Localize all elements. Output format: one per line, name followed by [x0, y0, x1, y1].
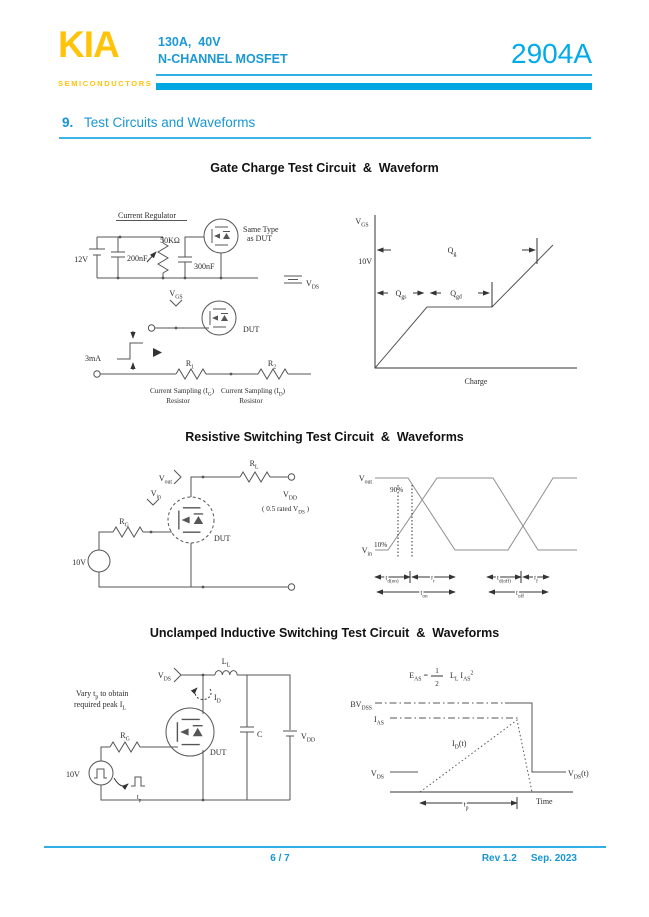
label-t-off: $t_{off}$	[516, 589, 524, 600]
revision-info	[482, 853, 577, 864]
fig1-title: Gate Charge Test Circuit & Waveform	[210, 161, 439, 175]
label-wf2-vin: $V_{in}$	[361, 546, 372, 558]
label-12v: 12V	[74, 255, 88, 264]
label-vgs: $V_{GS}$	[169, 289, 183, 301]
label-sampling-id-2: Resistor	[239, 397, 263, 405]
label-tr: $t_r$	[431, 574, 435, 585]
section-title: Test Circuits and Waveforms	[84, 115, 256, 130]
label-dut2: DUT	[214, 534, 231, 543]
label-10pct: 10%	[374, 541, 388, 549]
gate-charge-circuit	[74, 211, 319, 405]
label-tf: $t_f$	[534, 574, 538, 585]
device-spec	[158, 34, 288, 68]
label-eas-formula-rhs: $L_L$ $I_{AS}^2$	[450, 670, 474, 683]
label-note1: Vary $t_p$ to obtain	[76, 689, 129, 701]
label-90pct: 90%	[390, 486, 404, 494]
label-sampling-ig: Current Sampling $(I_G)$	[149, 387, 215, 398]
label-wf1-vgs: $V_{GS}$	[355, 217, 369, 229]
section-number: 9.	[62, 115, 74, 130]
label-vout: $V_{out}$	[158, 474, 172, 486]
label-tp-pulse: $t_p$	[136, 793, 142, 804]
label-vdd: $V_{DD}$	[283, 490, 298, 502]
kia-logo-subtext: SEMICONDUCTORS	[58, 79, 153, 88]
part-number: 2904A	[511, 38, 592, 69]
label-tp-dim: $t_p$	[463, 800, 469, 812]
label-rl: $R_L$	[249, 459, 259, 471]
label-c: C	[257, 730, 263, 739]
label-vds-3: $V_{DS}$	[157, 671, 171, 683]
revision-label: Rev 1.2	[481, 853, 517, 864]
label-same-type-2: as DUT	[247, 234, 273, 243]
label-current-regulator: Current Regulator	[118, 211, 176, 220]
revision-date: Sep. 2023	[530, 853, 577, 864]
kia-logo: KIA	[58, 24, 119, 65]
label-vdd-3: $V_{DD}$	[301, 732, 316, 744]
label-dut3: DUT	[210, 748, 227, 757]
label-r1: $R_1$	[185, 359, 195, 371]
resistive-switching-circuit	[72, 459, 309, 590]
label-charge-axis: Charge	[464, 377, 488, 386]
section-underline	[59, 137, 591, 139]
spec-line2: N-CHANNEL MOSFET	[158, 51, 288, 66]
fig3-title: Unclamped Inductive Switching Test Circuit & Waveforms	[149, 626, 500, 640]
uis-waveform	[350, 667, 589, 812]
label-sampling-id: Current Sampling $(I_D)$	[220, 387, 286, 398]
label-t-on: $t_{on}$	[420, 589, 428, 600]
label-qg: $Q_g$	[447, 246, 457, 258]
label-time-axis: Time	[536, 797, 553, 806]
label-qgd: $Q_{gd}$	[450, 289, 462, 301]
uis-circuit	[66, 657, 315, 804]
label-same-type-1: Same Type	[243, 225, 279, 234]
label-ias: $I_{AS}$	[373, 715, 384, 727]
resistive-switching-figure	[0, 450, 649, 620]
header-rule-thin	[156, 74, 592, 76]
footer-rule	[44, 846, 606, 848]
label-note2: required peak $I_L$	[74, 700, 126, 712]
label-frac-den: 2	[435, 680, 439, 688]
label-rg-3: $R_G$	[120, 731, 130, 743]
label-200nf: 200nF	[127, 254, 148, 263]
uis-figure	[0, 648, 649, 823]
label-ll: $L_L$	[221, 657, 231, 669]
label-10v-3: 10V	[66, 770, 80, 779]
label-10v: 10V	[358, 257, 372, 266]
label-id: $I_D$	[214, 693, 221, 705]
label-td-off: $t_{d(off)}$	[497, 574, 511, 585]
label-vds-t: $V_{DS}(t)$	[568, 769, 589, 781]
page-number: 6 / 7	[270, 853, 290, 864]
label-sampling-ig-2: Resistor	[166, 397, 190, 405]
label-wf2-vout: $V_{out}$	[358, 474, 372, 486]
label-300nf: 300nF	[194, 262, 215, 271]
gate-charge-figure	[0, 180, 649, 420]
label-r2: $R_2$	[267, 359, 277, 371]
fig2-title: Resistive Switching Test Circuit & Waveforms	[185, 430, 464, 444]
label-vds-level: $V_{DS}$	[370, 769, 384, 781]
label-vds-battery: $V_{DS}$	[306, 279, 320, 291]
label-bvdss: $BV_{DSS}$	[350, 700, 372, 712]
spec-line1: 130A, 40V	[158, 35, 221, 49]
label-id-t: $I_D(t)$	[452, 739, 467, 751]
label-10v-2: 10V	[72, 558, 86, 567]
label-qgs: $Q_{gs}$	[395, 289, 407, 301]
label-50k: 50KΩ	[160, 236, 180, 245]
label-vdd-note: ( 0.5 rated $V_{DS}$ )	[262, 505, 310, 516]
label-vin: $V_{in}$	[150, 489, 161, 501]
label-rg: $R_G$	[119, 517, 129, 529]
label-dut: DUT	[243, 325, 260, 334]
gate-charge-waveform	[355, 215, 577, 386]
resistive-switching-waveform	[359, 474, 577, 600]
label-eas-formula-lhs: $E_{AS}$ =	[409, 671, 428, 683]
label-3ma: 3mA	[85, 354, 101, 363]
header-rule-thick	[156, 83, 592, 90]
label-td-on: $t_{d(on)}$	[385, 574, 399, 585]
label-frac-num: 1	[435, 667, 439, 675]
